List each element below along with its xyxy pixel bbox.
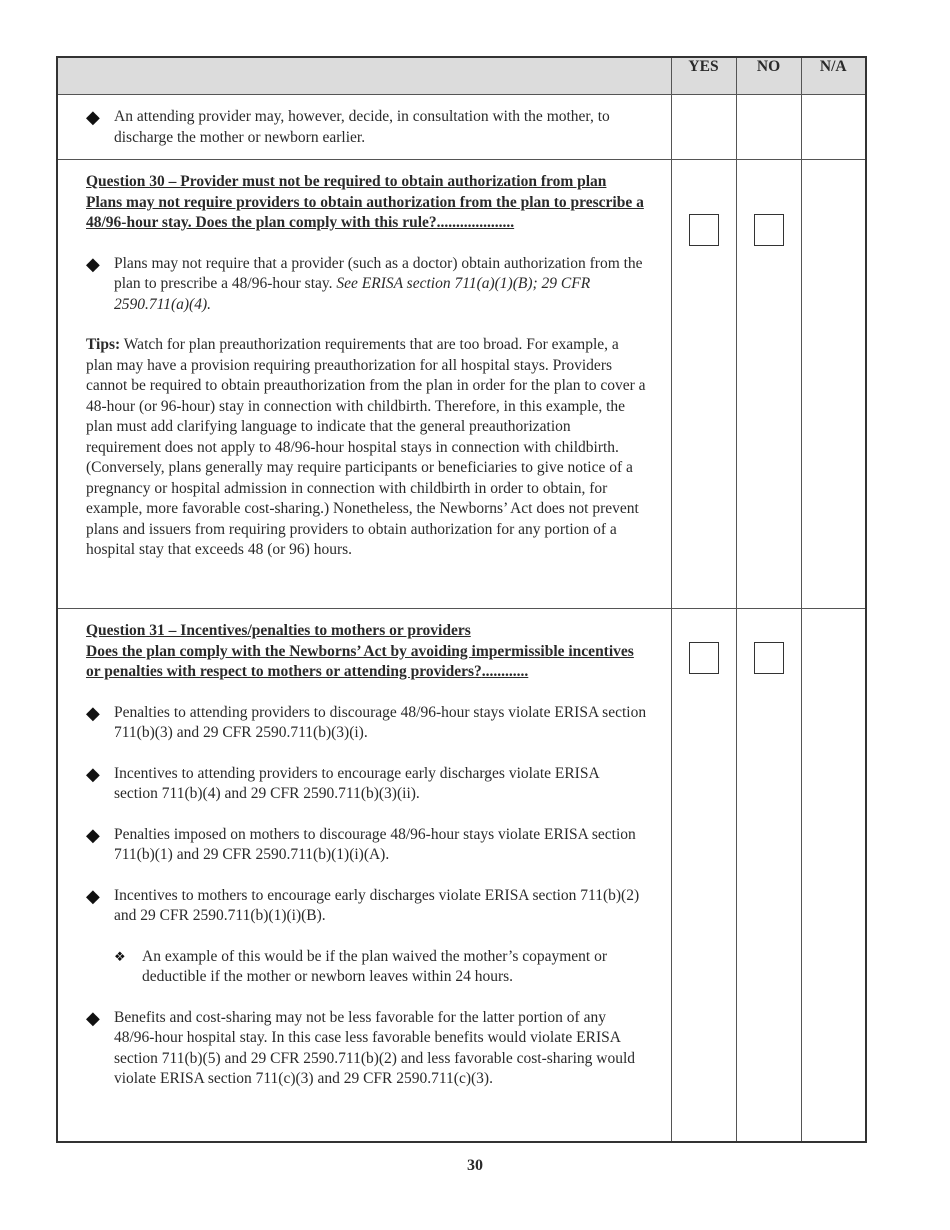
page-number: 30 bbox=[467, 1157, 483, 1174]
diamond-bullet-icon: ◆ bbox=[86, 1007, 100, 1028]
list-item: ◆ An attending provider may, however, decide, in consultation with the mother, to discharge the mother or newborn earlier. bbox=[86, 107, 610, 146]
question-30-text: Plans may not require providers to obtain authorization from the plan to prescribe a 48/96-hour stay. Does the plan comply with this rule?.................... bbox=[86, 193, 644, 231]
na-cell bbox=[801, 95, 866, 160]
question-30-title: Question 30 – Provider must not be required to obtain authorization from plan bbox=[86, 173, 607, 190]
header-no: NO bbox=[736, 57, 801, 95]
list-item: ◆ Plans may not require that a provider (such as a doctor) obtain authorization from the plan to prescribe a 48/96-hour stay. See ERISA section 711(a)(1)(B); 29 CFR 2590.711(a)(4). bbox=[86, 253, 643, 313]
list-item: ◆ Benefits and cost-sharing may not be less favorable for the latter portion of any 48/96-hour hospital stay. In this case less favorable benefits would violate ERISA section 711(b)(5) and 29 CFR 2590.711(b)(2) and less favorable cost-sharing would violate ERISA section 711(c)(3) and 29 CFR 2590.711(c)(3). bbox=[86, 1007, 636, 1087]
q31-na-cell bbox=[801, 609, 866, 1143]
q30-yes-checkbox[interactable] bbox=[689, 214, 719, 246]
q31-yes-checkbox[interactable] bbox=[689, 642, 719, 674]
question-31-text: Does the plan comply with the Newborns’ Act by avoiding impermissible incentives or penalties with respect to mothers or attending providers?............ bbox=[86, 642, 634, 680]
header-row bbox=[57, 57, 866, 95]
list-item: ◆ Penalties imposed on mothers to discourage 48/96-hour stays violate ERISA section 711(b)(1) and 29 CFR 2590.711(b)(1)(i)(A). bbox=[86, 824, 636, 863]
q30-no-checkbox[interactable] bbox=[754, 214, 784, 246]
continuation-row bbox=[57, 95, 866, 160]
question-30-row bbox=[57, 160, 866, 609]
list-item: ◆ Incentives to mothers to encourage early discharges violate ERISA section 711(b)(2) and 29 CFR 2590.711(b)(1)(i)(B). bbox=[86, 885, 640, 924]
header-yes: YES bbox=[671, 57, 736, 95]
diamond-bullet-icon: ◆ bbox=[86, 107, 100, 127]
header-blank bbox=[57, 57, 671, 95]
question-31-title: Question 31 – Incentives/penalties to mothers or providers bbox=[86, 622, 471, 639]
diamond-bullet-icon: ◆ bbox=[86, 824, 100, 845]
diamond-bullet-icon: ◆ bbox=[86, 702, 100, 723]
q31-no-checkbox[interactable] bbox=[754, 642, 784, 674]
no-cell bbox=[736, 95, 801, 160]
diamond-bullet-icon: ◆ bbox=[86, 885, 100, 906]
four-diamond-bullet-icon: ❖ bbox=[114, 948, 126, 964]
tips-paragraph: Tips: Watch for plan preauthorization requirements that are too broad. For example, a plan may have a provision requiring preauthorization for all hospital stays. Providers cannot be required to obtain preauthorization from the plan in order for the plan to cover a 48-hour (or 96-hour) stay in connection with childbirth. Therefore, in this example, the plan must add clarifying language to indicate that the general preauthorization requirement does not apply to 48/96-hour hospital stays in connection with childbirth. (Conversely, plans generally may require participants or beneficiaries to give notice of a pregnancy or hospital admission in connection with childbirth in order to obtain, for example, more favorable cost-sharing.) Nonetheless, the Newborns’ Act does not prevent plans and issuers from requiring providers to obtain authorization for any portion of a hospital stay that exceeds 48 (or 96) hours. bbox=[86, 336, 646, 558]
checklist-table bbox=[56, 56, 867, 1143]
list-item: ◆ Incentives to attending providers to encourage early discharges violate ERISA section 711(b)(4) and 29 CFR 2590.711(b)(3)(ii). bbox=[86, 763, 599, 802]
question-31-row bbox=[57, 609, 866, 1143]
diamond-bullet-icon: ◆ bbox=[86, 763, 100, 784]
q30-na-cell bbox=[801, 160, 866, 609]
diamond-bullet-icon: ◆ bbox=[86, 253, 100, 274]
yes-cell bbox=[671, 95, 736, 160]
citation: See ERISA section 711(a)(1)(B); 29 CFR 2590.711(a)(4). bbox=[114, 275, 591, 313]
sub-list-item: ❖ An example of this would be if the plan waived the mother’s copayment or deductible if the mother or newborn leaves within 24 hours. bbox=[114, 947, 608, 985]
header-na: N/A bbox=[801, 57, 866, 95]
list-item: ◆ Penalties to attending providers to discourage 48/96-hour stays violate ERISA section 711(b)(3) and 29 CFR 2590.711(b)(3)(i). bbox=[86, 702, 647, 741]
